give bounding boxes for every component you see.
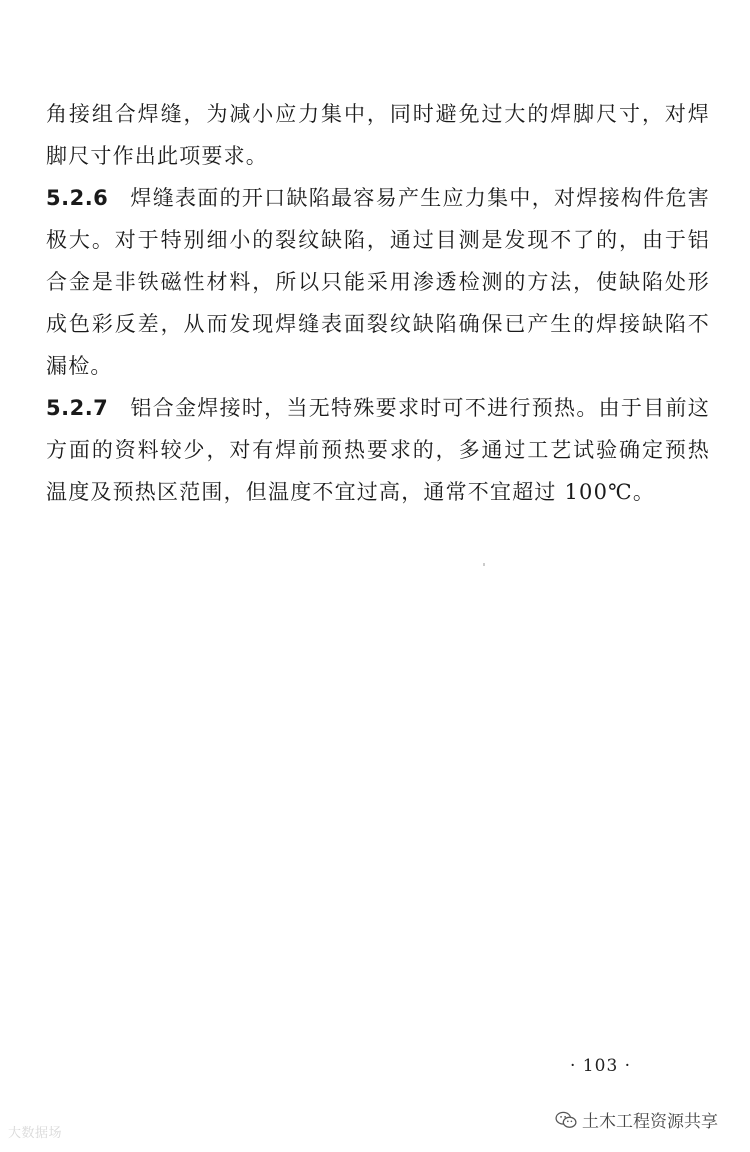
watermark: 大数据场 xyxy=(8,1126,63,1141)
paragraph-text: 铝合金焊接时，当无特殊要求时可不进行预热。由于目前这方面的资料较少，对有焊前预热要求的，多通过工艺试验确定预热温度及预热区范围，但温度不宜过高，通常不宜超过 100℃。 xyxy=(46,396,710,504)
clause-number: 5.2.6 xyxy=(46,186,109,210)
wechat-icon xyxy=(555,1111,577,1129)
paragraph-text: 焊缝表面的开口缺陷最容易产生应力集中，对焊接构件危害极大。对于特别细小的裂纹缺陷，通过目测是发现不了的，由于铝合金是非铁磁性材料，所以只能采用渗透检测的方法，使缺陷处形成色彩反差，从而发现焊缝表面裂纹缺陷确保已产生的焊接缺陷不漏检。 xyxy=(46,186,710,378)
clause-number: 5.2.7 xyxy=(46,396,109,420)
paragraph-text: 角接组合焊缝，为减小应力集中，同时避免过大的焊脚尺寸，对焊脚尺寸作出此项要求。 xyxy=(46,102,710,168)
body-text xyxy=(46,93,710,513)
scan-speck xyxy=(483,563,485,566)
clause-5-2-7 xyxy=(46,387,710,513)
clause-5-2-6 xyxy=(46,177,710,387)
paragraph-continuation xyxy=(46,93,710,177)
page-number: · 103 · xyxy=(570,1056,632,1076)
source-label: 土木工程资源共享 xyxy=(582,1112,718,1132)
source-tag xyxy=(555,1107,718,1132)
